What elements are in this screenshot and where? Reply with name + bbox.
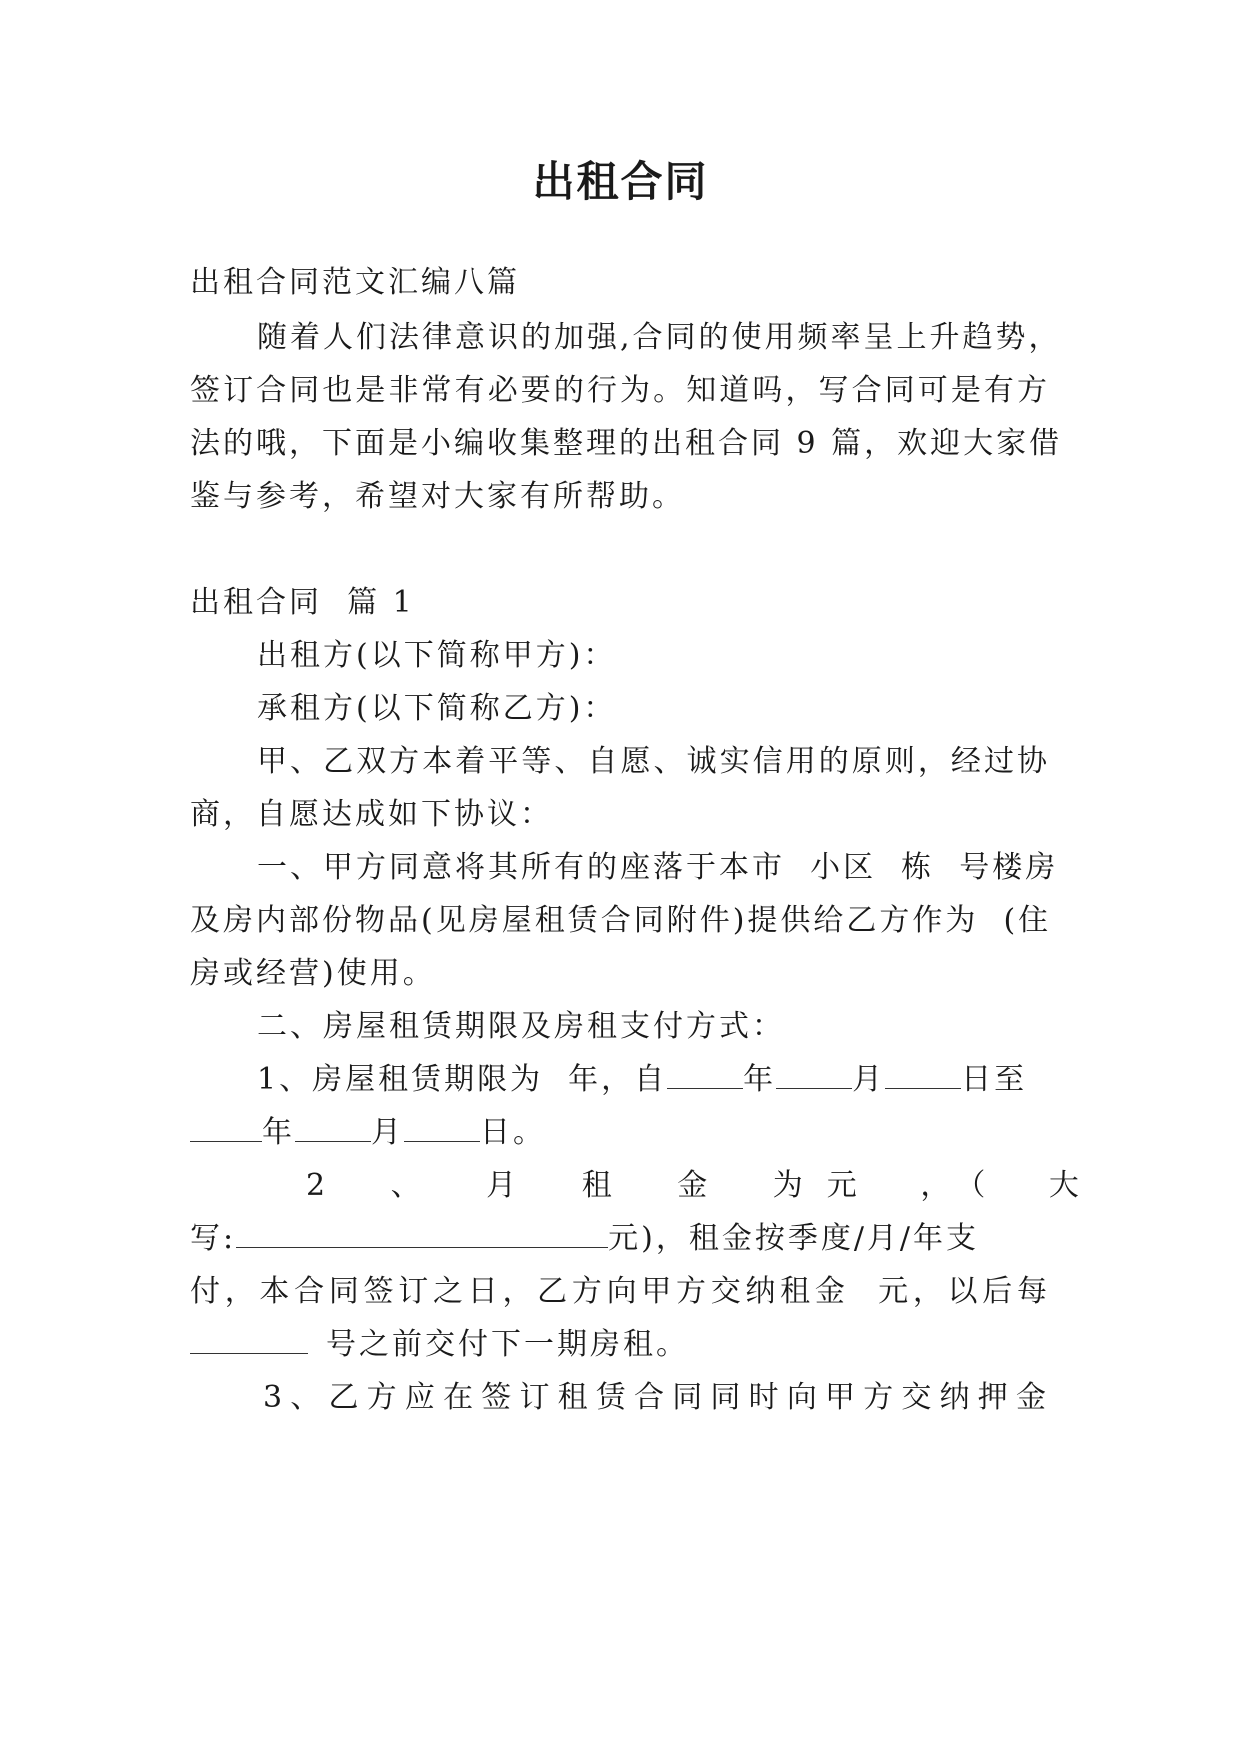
clause2-heading: 二、房屋租赁期限及房租支付方式： [257, 1009, 785, 1044]
intro-line-1: 随着人们法律意识的加强,合同的使用频率呈上升趋势， [257, 320, 1062, 355]
end-month-blank [295, 1111, 371, 1142]
item1-line-2 [190, 1110, 1050, 1156]
clause1-line-3: 房或经营)使用。 [190, 956, 436, 991]
document-title: 出租合同 [532, 157, 709, 206]
preamble-line-1: 甲、乙双方本着平等、自愿、诚实信用的原则，经过协 [257, 744, 1050, 779]
rent-uppercase-blank [236, 1217, 608, 1248]
end-year-blank [190, 1111, 262, 1142]
item1-text-b: 年 [743, 1062, 777, 1097]
intro-line-3: 法的哦，下面是小编收集整理的出租合同 9 篇，欢迎大家借 [190, 426, 1063, 461]
intro-line-2: 签订合同也是非常有必要的行为。知道吗，写合同可是有方 [190, 373, 1050, 408]
lessor-line: 出租方(以下简称甲方)： [257, 638, 617, 673]
payment-day-blank [190, 1323, 308, 1354]
day-blank [885, 1058, 961, 1089]
preamble-line-2: 商，自愿达成如下协议： [190, 797, 553, 832]
item2-line-3: 付，本合同签订之日，乙方向甲方交纳租金 元，以后每 [190, 1274, 1050, 1309]
item1-text-f: 月 [371, 1115, 404, 1150]
month-blank [776, 1058, 852, 1089]
year-blank [667, 1058, 743, 1089]
intro-line-4: 鉴与参考，希望对大家有所帮助。 [190, 479, 685, 514]
item2-rent-label: 2 、 月 租 金 为 [306, 1168, 827, 1203]
clause1-line-2: 及房内部份物品(见房屋租赁合同附件)提供给乙方作为 (住 [190, 903, 1052, 938]
item2-text-prefix: 写: [190, 1221, 237, 1256]
item3-line-1: 3、乙方应在签订租赁合同同时向甲方交纳押金 [263, 1380, 1050, 1415]
end-day-blank [404, 1111, 480, 1142]
item2-line-2 [190, 1216, 1050, 1262]
item2-line-4 [190, 1322, 1050, 1368]
item1-text-e: 年 [262, 1115, 295, 1150]
item2-text-line4: 号之前交付下一期房租。 [326, 1327, 689, 1362]
item2-text-suffix: 元)，租金按季度/月/年支 [608, 1221, 980, 1256]
clause1-line-1: 一、甲方同意将其所有的座落于本市 小区 栋 号楼房 [257, 850, 1059, 885]
item1-text-g: 日。 [480, 1115, 546, 1150]
section-heading: 出租合同 篇 1 [190, 585, 415, 620]
item2-line-1 [306, 1163, 1099, 1209]
item1-text-d: 日至 [961, 1062, 1028, 1097]
lessee-line: 承租方(以下简称乙方)： [257, 691, 617, 726]
item1-text-c: 月 [852, 1062, 886, 1097]
item1-line-1 [257, 1057, 1050, 1103]
document-subtitle: 出租合同范文汇编八篇 [190, 265, 520, 300]
item2-unit-label: 元 ，（ 大 [826, 1168, 1099, 1203]
item1-text-a: 1、房屋租赁期限为 年，自 [257, 1062, 668, 1097]
